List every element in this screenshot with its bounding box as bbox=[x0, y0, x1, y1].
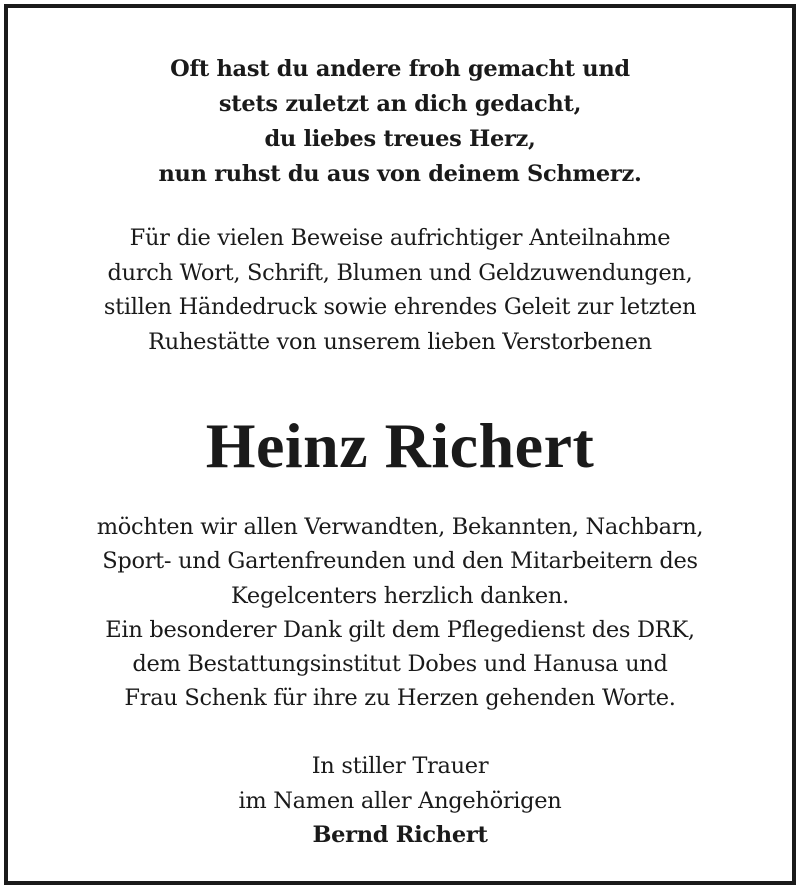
verse-line: nun ruhst du aus von deinem Schmerz. bbox=[158, 161, 642, 187]
thanks-intro-line: Ruhestätte von unserem lieben Verstorbenen bbox=[148, 328, 652, 355]
thanks-body-line: Sport- und Gartenfreunden und den Mitarbeitern des bbox=[102, 548, 698, 575]
verse-line: Oft hast du andere froh gemacht und bbox=[170, 56, 630, 82]
thanks-body-line: Kegelcenters herzlich danken. bbox=[231, 582, 569, 609]
closing-line: In stiller Trauer bbox=[311, 753, 489, 779]
obituary-notice bbox=[4, 4, 796, 885]
verse-line: stets zuletzt an dich gedacht, bbox=[218, 91, 582, 117]
closing-line: im Namen aller Angehörigen bbox=[238, 787, 562, 814]
thanks-body-line: Ein besonderer Dank gilt dem Pflegedienst des DRK, bbox=[105, 616, 695, 643]
thanks-intro-line: stillen Händedruck sowie ehrendes Geleit zur letzten bbox=[103, 294, 697, 320]
closing-signature bbox=[8, 749, 792, 853]
thanks-body-line: dem Bestattungsinstitut Dobes und Hanusa und bbox=[132, 651, 668, 678]
signer-name: Bernd Richert bbox=[312, 822, 488, 848]
thanks-body-line: möchten wir allen Verwandten, Bekannten, Nachbarn, bbox=[96, 514, 704, 540]
thanks-body bbox=[8, 510, 792, 716]
verse-line: du liebes treues Herz, bbox=[264, 126, 536, 152]
thanks-body-line: Frau Schenk für ihre zu Herzen gehenden Worte. bbox=[124, 685, 676, 712]
thanks-intro-line: durch Wort, Schrift, Blumen und Geldzuwendungen, bbox=[107, 259, 693, 286]
memorial-verse bbox=[8, 52, 792, 192]
thanks-intro bbox=[8, 221, 792, 359]
deceased-name: Heinz Richert bbox=[205, 410, 595, 481]
thanks-intro-line: Für die vielen Beweise aufrichtiger Anteilnahme bbox=[129, 225, 671, 251]
